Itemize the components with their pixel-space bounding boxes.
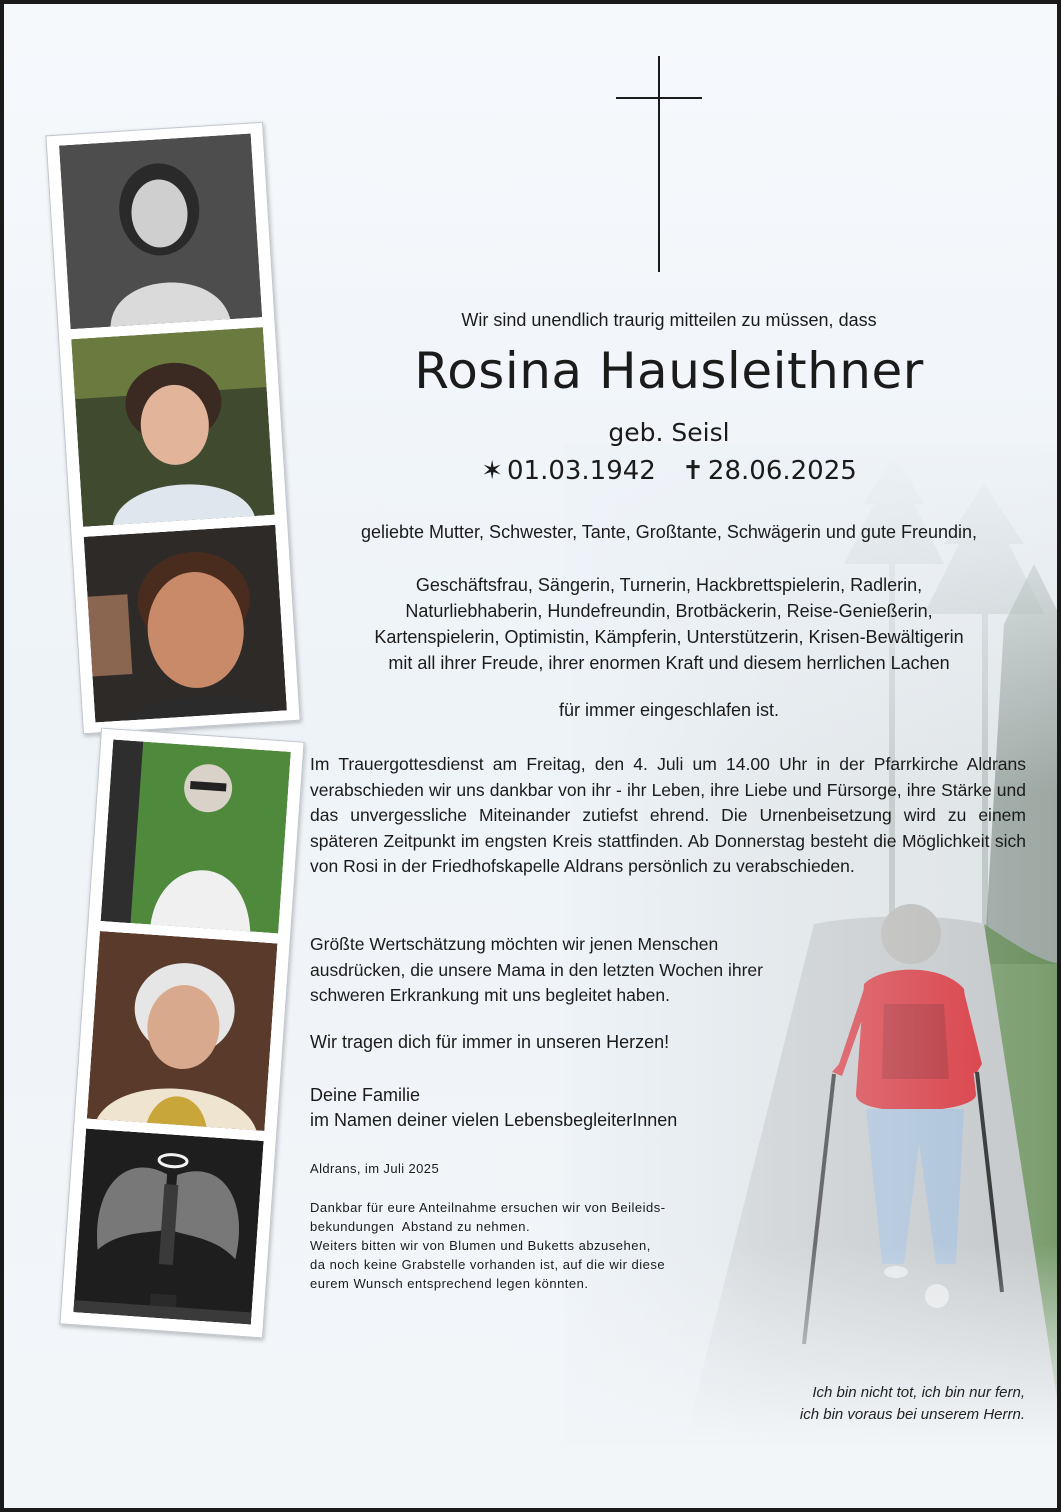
memorial-quote [800, 1382, 1025, 1426]
note-line: Weiters bitten wir von Blumen und Buketts abzusehen, [310, 1238, 651, 1253]
photo-strip-bottom [59, 728, 304, 1339]
note-line: da noch keine Grabstelle vorhanden ist, auf die wir diese [310, 1257, 666, 1272]
photo-elderly-smiling [87, 931, 278, 1131]
funeral-service-paragraph: Im Trauergottesdienst am Freitag, den 4. Juli um 14.00 Uhr in der Pfarrkirche Aldrans verabschieden wir uns dankbar von ihr - ihr Leben, ihre Liebe und Fürsorge, ihre Stärke und das unvergessliche Miteinander zutiefst ehrend. Die Urnenbeisetzung wird zu einem späteren Zeitpunkt im engsten Kreis stattfinden. Ab Donnerstag besteht die Möglichkeit sich von Rosi in der Friedhofskapelle Aldrans persönlich zu verabschieden. [310, 754, 1026, 876]
birth-star-icon: ✶ [481, 456, 503, 486]
note-line: bekundungen Abstand zu nehmen. [310, 1219, 531, 1234]
birth-date: 01.03.1942 [506, 456, 656, 486]
note-line: Dankbar für eure Anteilnahme ersuchen wir von Beileids- [310, 1200, 666, 1215]
death-cross-icon: ✝ [682, 456, 704, 486]
quote-line: Ich bin nicht tot, ich bin nur fern, [812, 1384, 1025, 1401]
death-date: 28.06.2025 [707, 456, 857, 486]
place-date: Aldrans, im Juli 2025 [310, 1161, 440, 1176]
asleep-line: für immer eingeschlafen ist. [558, 700, 780, 720]
quote-line: ich bin voraus bei unserem Herrn. [799, 1406, 1025, 1423]
family-signoff [310, 1083, 1028, 1133]
signoff-line: im Namen deiner vielen LebensbegleiterInnen [310, 1110, 678, 1130]
life-dates [310, 456, 1028, 486]
maiden-name: geb. Seisl [608, 418, 730, 447]
intro-text: Wir sind unendlich traurig mitteilen zu müssen, dass [461, 310, 877, 330]
qualities-line: mit all ihrer Freude, ihrer enormen Kraft und diesem herrlichen Lachen [388, 653, 950, 673]
deceased-name: Rosina Hausleithner [414, 342, 924, 400]
qualities-line: Kartenspielerin, Optimistin, Kämpferin, Unterstützerin, Krisen-Bewältigerin [374, 627, 964, 647]
photo-bw-portrait [59, 134, 262, 330]
condolence-note [310, 1198, 750, 1293]
family-roles: geliebte Mutter, Schwester, Tante, Großtante, Schwägerin und gute Freundin, [360, 522, 978, 542]
qualities-line: Naturliebhaberin, Hundefreundin, Brotbäckerin, Reise-Genießerin, [405, 601, 933, 621]
photo-angel-wings [73, 1129, 263, 1325]
signoff-line: Deine Familie [310, 1085, 421, 1105]
thanks-paragraph: Größte Wertschätzung möchten wir jenen Menschen ausdrücken, die unsere Mama in den letzten Wochen ihrer schweren Erkrankung mit uns begleitet haben. [310, 934, 763, 1005]
photo-portrait-smiling [84, 525, 287, 723]
qualities-line: Geschäftsfrau, Sängerin, Turnerin, Hackbrettspielerin, Radlerin, [415, 575, 923, 595]
photo-strip-top [45, 122, 300, 735]
closing-line: Wir tragen dich für immer in unseren Herzen! [310, 1032, 670, 1052]
note-line: eurem Wunsch entsprechend legen könnten. [310, 1276, 589, 1291]
photo-portrait-glasses [71, 327, 274, 527]
photo-sunglasses-outdoor [101, 739, 291, 933]
qualities-list [310, 572, 1028, 676]
